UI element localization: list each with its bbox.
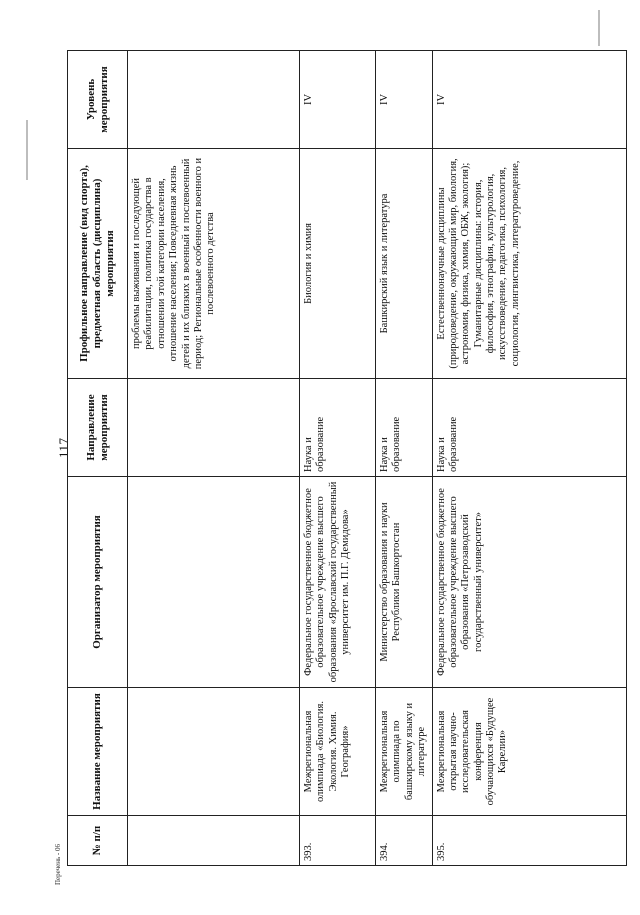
header-level: Уровень мероприятия: [68, 51, 128, 149]
header-profile: Профильное направление (вид спорта), предметная область (дисциплина) мероприятия: [68, 149, 128, 379]
events-table: [67, 50, 627, 866]
cell-organizer: Федеральное государственное бюджетное образовательное учреждение высшего образования «Петрозаводский государственный университет»: [432, 477, 626, 688]
cell-num: 393.: [300, 816, 376, 866]
cell-organizer: Министерство образования и науки Республики Башкортостан: [376, 477, 433, 688]
header-num: № п/п: [68, 816, 128, 866]
cell-direction: [128, 379, 300, 477]
cell-num: 394.: [376, 816, 433, 866]
cell-profile: Башкирский язык и литература: [376, 149, 433, 379]
cell-name: Межрегиональная открытая научно-исследовательская конференция обучающихся «Будущее Карелии»: [432, 688, 626, 816]
cell-organizer: Федеральное государственное бюджетное образовательное учреждение высшего образования «Ярославский государственный университет им. П.Г. Демидова»: [300, 477, 376, 688]
cell-name: Межрегиональная олимпиада «Биология. Экология. Химия. География»: [300, 688, 376, 816]
cell-level: IV: [376, 51, 433, 149]
table-row: [300, 51, 376, 866]
cell-num: [128, 816, 300, 866]
page-number: 117: [56, 437, 71, 458]
table-header-row: [68, 51, 128, 866]
table-row: [432, 51, 626, 866]
cell-num: 395.: [432, 816, 626, 866]
header-name: Название мероприятия: [68, 688, 128, 816]
cell-level: IV: [432, 51, 626, 149]
cell-direction: Наука и образование: [376, 379, 433, 477]
cell-direction: Наука и образование: [300, 379, 376, 477]
cell-profile: Естественнонаучные дисциплины (природоведение, окружающий мир, биология, астрономия, физика, химия, ОБЖ, экология); Гуманитарные дисциплины: история, философия, этнография, культурология, искусствоведение, педагогика, психология, социология, лингвистика, литературоведение,: [432, 149, 626, 379]
continuation-row: [128, 51, 300, 866]
header-direction: Направление мероприятия: [68, 379, 128, 477]
events-table-rotated: [67, 51, 617, 866]
cell-profile: проблемы выживания и последующей реабилитации, политика государства в отношении этой категории населения, отношение населения; Повседневная жизнь детей и их близких в военный и послевоенный период; Региональные особенности военного и послевоенного детства: [128, 149, 300, 379]
cell-name: [128, 688, 300, 816]
table-row: [376, 51, 433, 866]
cell-name: Межрегиональная олимпиада по башкирскому языку и литературе: [376, 688, 433, 816]
scan-edge-mark-top: [598, 10, 600, 46]
cell-organizer: [128, 477, 300, 688]
footer-list-label: Перечень - 06: [54, 844, 62, 885]
cell-level: [128, 51, 300, 149]
cell-profile: Биология и химия: [300, 149, 376, 379]
header-organizer: Организатор мероприятия: [68, 477, 128, 688]
cell-direction: Наука и образование: [432, 379, 626, 477]
scan-edge-mark-left: [26, 120, 28, 180]
cell-level: IV: [300, 51, 376, 149]
